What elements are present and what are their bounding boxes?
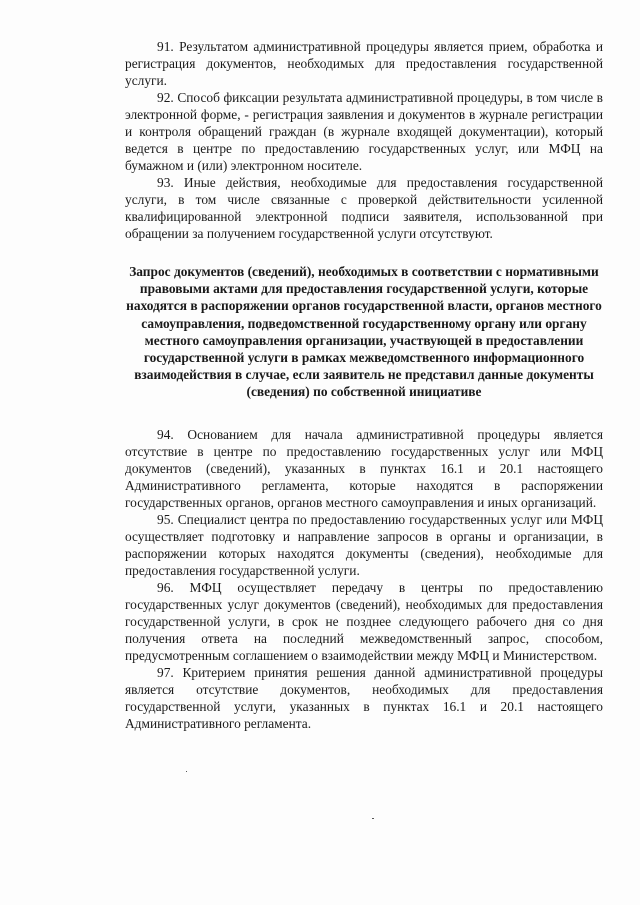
paragraph-92: 92. Способ фиксации результата административной процедуры, в том числе в электронной форме, - регистрация заявления и документов в журнале регистрации и контроля обращений граждан (в журнале входящей документации), который ведется в центре по предоставлению государственных услуг, или МФЦ на бумажном и (или) электронном носителе.	[125, 90, 603, 173]
paragraph-96: 96. МФЦ осуществляет передачу в центры по предоставлению государственных услуг документов (сведений), необходимых для предоставления государственной услуги, в срок не позднее следующего рабочего дня со дня получения ответа на последний межведомственный запрос, способом, предусмотренным соглашением о взаимодействии между МФЦ и Министерством.	[125, 579, 603, 663]
scan-speck	[186, 771, 187, 772]
spacer	[125, 401, 603, 426]
paragraph-97: 97. Критерием принятия решения данной административной процедуры является отсутствие документов, необходимых для предоставления государственной услуги, указанных в пунктах 16.1 и 20.1 настоящего Административного регламента.	[125, 664, 603, 731]
paragraph-93: 93. Иные действия, необходимые для предоставления государственной услуги, в том числе связанные с проверкой действительности усиленной квалифицированной электронной подписи заявителя, использованной при обращении за получением государственной услуги отсутствуют.	[125, 175, 603, 241]
paragraph-94: 94. Основанием для начала административной процедуры является отсутствие в центре по предоставлению государственных услуг или МФЦ документов (сведений), указанных в пунктах 16.1 и 20.1 настоящего Административного регламента, которые находятся в распоряжении государственных органов, органов местного самоуправления и иных организаций.	[125, 426, 603, 510]
paragraph-91: 91. Результатом административной процедуры является прием, обработка и регистрация документов, необходимых для предоставления государственной услуги.	[125, 39, 603, 88]
scan-speck	[372, 818, 374, 819]
paragraph-95: 95. Специалист центра по предоставлению государственных услуг или МФЦ осуществляет подготовку и направление запросов в органы и организации, в распоряжении которых находятся документы (сведения), необходимые для предоставления государственной услуги.	[125, 511, 603, 578]
section-heading: Запрос документов (сведений), необходимых в соответствии с нормативными правовыми актами для предоставления государственной услуги, которые находятся в распоряжении органов государственной власти, органов местного самоуправления, подведомственной государственному органу или органу местного самоуправления организации, участвующей в предоставлении государственной услуги в рамках межведомственного информационного взаимодействия в случае, если заявитель не представил данные документы (сведения) по собственной инициативе	[126, 264, 602, 400]
document-body	[125, 38, 603, 732]
